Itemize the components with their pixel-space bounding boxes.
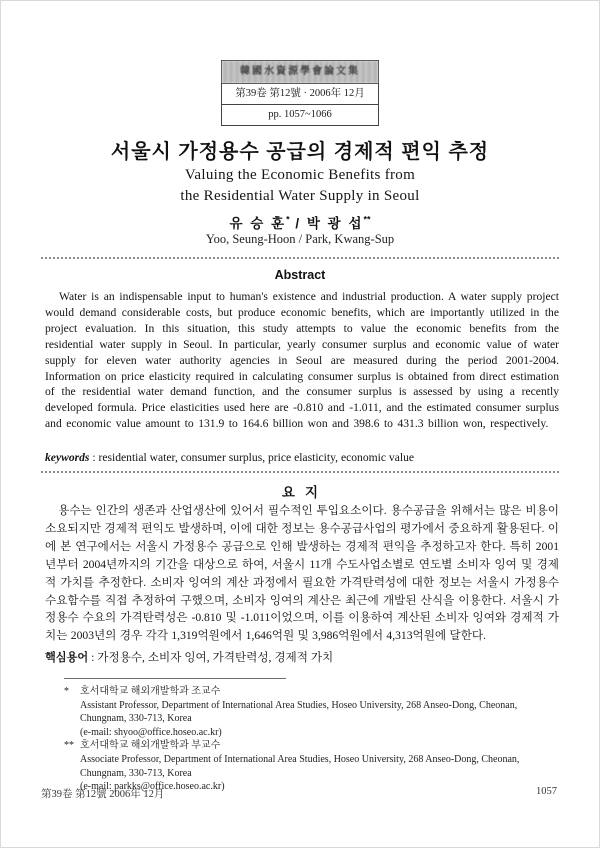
- abstract-body: Water is an indispensable input to human's existence and industrial production. A water supply project would demand considerable costs, but produce economic benefits, which are importantly utilized in the project evaluation. In this situation, this study attempts to value the economic benefits from the residential water supply in Seoul. In particular, yearly consumer surplus and economic value of water supply for eleven water authority agencies in Seoul are measured during the period 2001-2004. Information on price elasticity required in calculating consumer surplus is obtained from direct estimation of the residential water demand function, and the consumer surplus is assessed by using a recently developed formula. Price elasticities used here are -0.810 and -1.011, and the estimated consumer surplus and economic value amount to 131.9 to 164.6 billion won and 398.6 to 431.3 billion won, respectively.: [45, 290, 559, 431]
- author-separator: /: [289, 216, 307, 231]
- keywords-label: keywords: [45, 451, 90, 464]
- dotted-divider-top: [41, 257, 559, 259]
- keywords-line: [45, 451, 559, 464]
- abstract-heading: Abstract: [274, 268, 326, 282]
- footnote-1-email: (e-mail: shyoo@office.hoseo.ac.kr): [80, 726, 222, 738]
- footnote-2-email: (e-mail: parkks@office.hoseo.ac.kr): [80, 781, 225, 793]
- footnote-1-body: [80, 685, 561, 739]
- footnote-separator: [64, 678, 286, 679]
- journal-issue-line: 第39卷 第12號 · 2006年 12月: [222, 83, 378, 104]
- paper-title-english-line1: Valuing the Economic Benefits from: [184, 167, 416, 183]
- author-1-korean: 유 승 훈: [229, 216, 287, 231]
- footer-page-number: 1057: [536, 786, 557, 797]
- dotted-divider-middle: [41, 471, 559, 473]
- journal-masthead-box: [221, 60, 379, 126]
- footnote-1-affiliation-kr: 호서대학교 해외개발학과 조교수: [80, 686, 221, 697]
- footnote-1-marker: *: [64, 686, 69, 697]
- authors-korean: [1, 212, 599, 232]
- korean-abstract-body: 용수는 인간의 생존과 산업생산에 있어서 필수적인 투입요소이다. 용수공급을 위해서는 많은 비용이 소요되지만 경제적 편익도 발생하며, 이에 대한 정보는 용수공급사업의 평가에서 중요하게 활용된다. 이에 본 연구에서는 서울시 가정용수 공급으로 인해 발생하는 경제적 편익을 추정하고자 한다. 특히 2001년부터 2004년까지의 기간을 대상으로 하여, 서울시 11개 수도사업소별로 연도별 소비자 잉여 및 경제적 가치를 추정한다. 소비자 잉여의 계산 과정에서 필요한 가격탄력성에 대한 정보는 서울시 가정용수 수요함수를 직접 추정하여 구했으며, 소비자 잉여의 계산은 최근에 개발된 산식을 이용한다. 서울시 가정용수 수요의 가격탄력성은 -0.810 및 -1.011이었으며, 이를 이용하여 계산된 소비자 잉여와 경제적 가치는 2003년의 경우 각각 1,319억원에서 1,646억원 및 3,986억원에서 4,313억원에 달한다.: [45, 504, 559, 643]
- korean-keywords-line: [45, 649, 559, 665]
- authors-english: Yoo, Seung-Hoon / Park, Kwang-Sup: [205, 232, 395, 246]
- footnote-1-affiliation-en: Assistant Professor, Department of International Area Studies, Hoseo University, 268 Anseo-Dong, Cheonan, Chungnam, 330-713, Korea: [80, 699, 518, 725]
- korean-abstract-heading: 요 지: [281, 485, 319, 500]
- footnote-2-affiliation-kr: 호서대학교 해외개발학과 부교수: [80, 740, 221, 752]
- korean-keywords-label: 핵심용어: [45, 652, 89, 664]
- footnote-2-affiliation-en: Associate Professor, Department of International Area Studies, Hoseo University, 268 Anseo-Dong, Cheonan, Chungnam, 330-713, Korea: [80, 753, 520, 779]
- journal-pages-line: pp. 1057~1066: [222, 104, 378, 125]
- author-2-footnote-marker: **: [363, 214, 371, 225]
- korean-keywords-text: : 가정용수, 소비자 잉여, 가격탄력성, 경제적 가치: [88, 651, 334, 664]
- author-1-footnote-marker: *: [286, 214, 290, 225]
- footnotes: [64, 685, 561, 794]
- paper-title-english-line2: the Residential Water Supply in Seoul: [180, 188, 420, 204]
- paper-title-korean: 서울시 가정용수 공급의 경제적 편익 추정: [110, 141, 490, 163]
- footnote-2-marker: **: [64, 740, 74, 752]
- footer-issue-info: 第39卷 第12號 2006年 12月: [41, 789, 165, 800]
- keywords-text: : residential water, consumer surplus, price elasticity, economic value: [89, 451, 415, 464]
- journal-title: 韓國水資源學會論文集: [222, 61, 378, 83]
- footnote-author-1: [64, 685, 561, 739]
- author-2-korean: 박 광 섭: [306, 216, 364, 231]
